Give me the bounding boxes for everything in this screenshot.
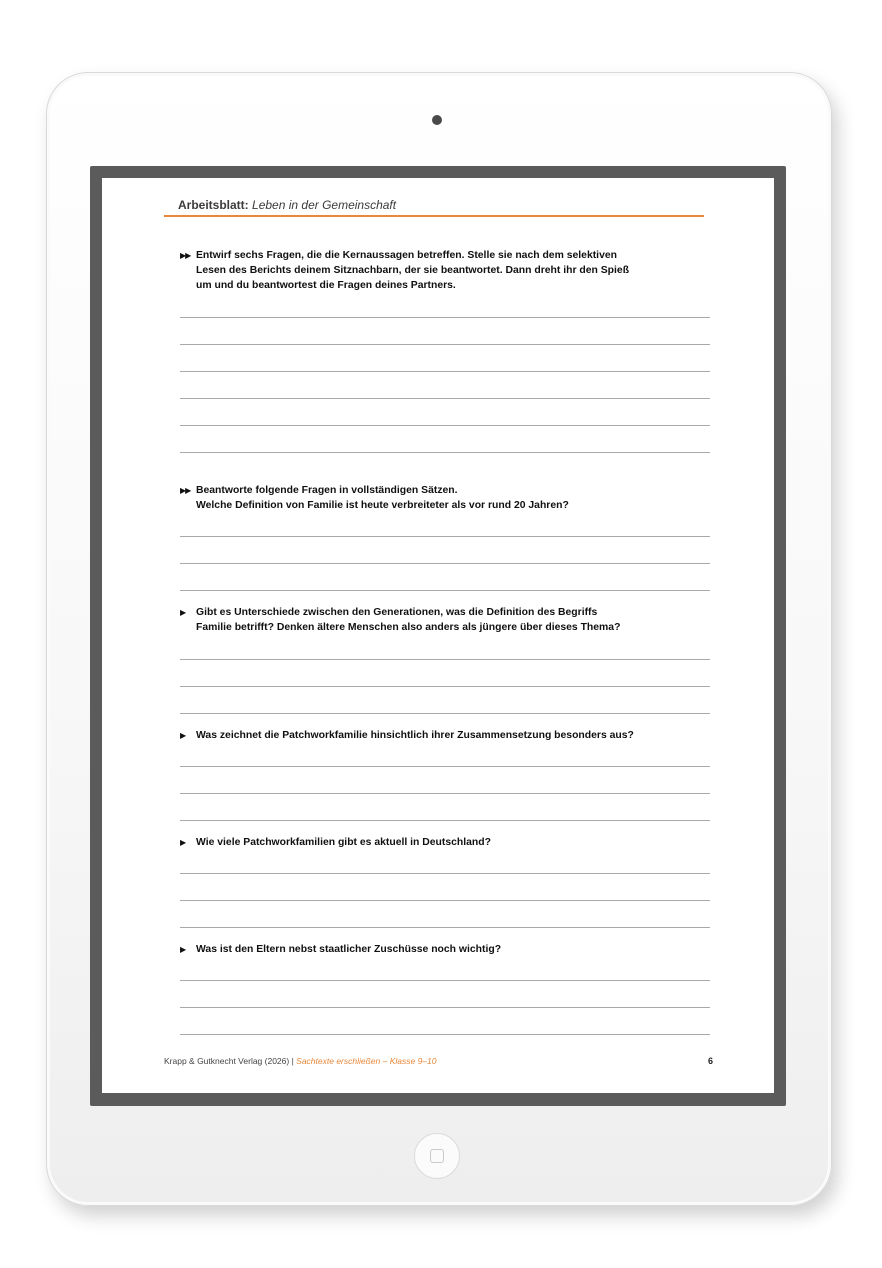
task-5 xyxy=(180,835,640,850)
answer-line[interactable] xyxy=(180,900,710,901)
page-number: 6 xyxy=(708,1056,714,1066)
answer-line[interactable] xyxy=(180,927,710,928)
task-6 xyxy=(180,942,640,957)
task-3-line-2: Familie betrifft? Denken ältere Menschen also anders als jüngere über dieses Thema? xyxy=(196,622,621,633)
answer-line[interactable] xyxy=(180,873,710,874)
worksheet-page xyxy=(102,178,774,1093)
answer-line[interactable] xyxy=(180,1007,710,1008)
header-title: Leben in der Gemeinschaft xyxy=(252,198,397,212)
answer-line[interactable] xyxy=(180,766,710,767)
task-3 xyxy=(180,605,640,635)
task-4-line-1: Was zeichnet die Patchworkfamilie hinsichtlich ihrer Zusammensetzung besonders aus? xyxy=(196,730,634,741)
answer-line[interactable] xyxy=(180,452,710,453)
task-4 xyxy=(180,728,640,743)
answer-line[interactable] xyxy=(180,425,710,426)
worksheet-header xyxy=(178,198,396,212)
answer-line[interactable] xyxy=(180,1034,710,1035)
footer-series: Sachtexte erschließen – Klasse 9–10 xyxy=(296,1056,437,1066)
task-1-line-3: um und du beantwortest die Fragen deines Partners. xyxy=(196,280,456,291)
answer-line[interactable] xyxy=(180,659,710,660)
task-1 xyxy=(180,248,640,293)
answer-line[interactable] xyxy=(180,686,710,687)
double-arrow-icon: ▶▶ xyxy=(180,251,191,260)
arrow-icon: ▶ xyxy=(180,731,186,740)
answer-line[interactable] xyxy=(180,344,710,345)
answer-line[interactable] xyxy=(180,536,710,537)
answer-line[interactable] xyxy=(180,398,710,399)
arrow-icon: ▶ xyxy=(180,608,186,617)
task-1-line-1: Entwirf sechs Fragen, die die Kernaussagen betreffen. Stelle sie nach dem selektiven xyxy=(196,250,617,261)
header-label: Arbeitsblatt: xyxy=(178,198,249,212)
answer-line[interactable] xyxy=(180,590,710,591)
answer-line[interactable] xyxy=(180,793,710,794)
answer-line[interactable] xyxy=(180,563,710,564)
task-1-line-2: Lesen des Berichts deinem Sitznachbarn, der sie beantwortet. Dann dreht ihr den Spieß xyxy=(196,265,630,276)
arrow-icon: ▶ xyxy=(180,945,186,954)
footer-publisher: Krapp & Gutknecht Verlag (2026) | xyxy=(164,1056,297,1066)
page-footer xyxy=(164,1056,437,1066)
header-rule xyxy=(164,215,704,217)
answer-line[interactable] xyxy=(180,317,710,318)
arrow-icon: ▶ xyxy=(180,838,186,847)
task-6-line-1: Was ist den Eltern nebst staatlicher Zuschüsse noch wichtig? xyxy=(196,944,502,955)
answer-line[interactable] xyxy=(180,713,710,714)
home-button[interactable] xyxy=(414,1133,460,1179)
answer-line[interactable] xyxy=(180,371,710,372)
task-2 xyxy=(180,483,640,513)
camera-icon xyxy=(432,115,442,125)
double-arrow-icon: ▶▶ xyxy=(180,486,191,495)
home-square-icon xyxy=(430,1149,444,1163)
task-5-line-1: Wie viele Patchworkfamilien gibt es aktuell in Deutschland? xyxy=(196,837,491,848)
task-2-line-2: Welche Definition von Familie ist heute verbreiteter als vor rund 20 Jahren? xyxy=(196,500,569,511)
task-2-line-1: Beantworte folgende Fragen in vollständigen Sätzen. xyxy=(196,485,458,496)
task-3-line-1: Gibt es Unterschiede zwischen den Generationen, was die Definition des Begriffs xyxy=(196,607,598,618)
answer-line[interactable] xyxy=(180,980,710,981)
answer-line[interactable] xyxy=(180,820,710,821)
